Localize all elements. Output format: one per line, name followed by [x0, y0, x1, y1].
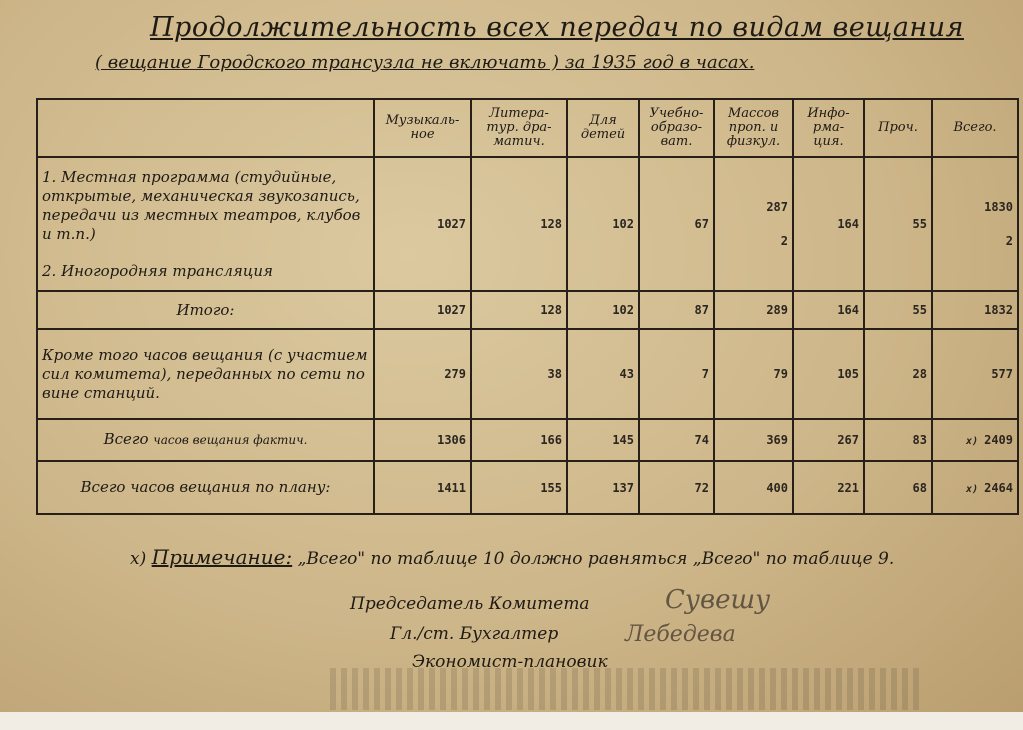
cell-plan-literary: 155 — [471, 461, 567, 514]
cell-itogo-other: 55 — [864, 291, 932, 329]
val: 55 — [912, 217, 927, 231]
cell-itogo-info: 164 — [793, 291, 864, 329]
cell-local-total — [932, 157, 1018, 291]
cell-plan-children: 137 — [567, 461, 639, 514]
cell-actual-info: 267 — [793, 419, 864, 461]
header-empty — [37, 99, 374, 157]
header-educational: Учебно-образо-ват. — [639, 99, 714, 157]
accountant-handwritten-signature: Лебедева — [625, 622, 736, 647]
row-label-local — [37, 157, 374, 291]
table-row-local — [37, 157, 1018, 291]
cell-itogo-literary: 128 — [471, 291, 567, 329]
extra-label: Кроме того часов вещания (с участием сил комитета), переданных по сети по вине станций. — [37, 329, 374, 419]
cell-extra-info: 105 — [793, 329, 864, 419]
val: 287 — [766, 200, 788, 214]
val2: 2 — [1005, 234, 1013, 248]
actual-label — [37, 419, 374, 461]
cell-local-mass — [714, 157, 793, 291]
cell-itogo-music: 1027 — [374, 291, 471, 329]
note-label: Примечание: — [151, 545, 293, 569]
cell-plan-total — [932, 461, 1018, 514]
cell-actual-total — [932, 419, 1018, 461]
header-info: Инфо-рма-ция. — [793, 99, 864, 157]
val: 164 — [837, 217, 859, 231]
val: 1830 — [984, 200, 1013, 214]
cell-local-info — [793, 157, 864, 291]
intercity-label: 2. Иногородняя трансляция — [42, 261, 273, 280]
val2: 2 — [780, 234, 788, 248]
cell-actual-literary: 166 — [471, 419, 567, 461]
cell-local-children — [567, 157, 639, 291]
broadcast-table — [36, 98, 1019, 515]
cell-plan-educational: 72 — [639, 461, 714, 514]
cell-extra-total: 577 — [932, 329, 1018, 419]
header-music: Музыкаль-ное — [374, 99, 471, 157]
cell-actual-educational: 74 — [639, 419, 714, 461]
plan-label: Всего часов вещания по плану: — [37, 461, 374, 514]
footnote-mark: x) — [966, 483, 979, 495]
faded-stamp — [330, 668, 920, 710]
cell-itogo-mass: 289 — [714, 291, 793, 329]
page-title: Продолжительность всех передач по видам вещания — [150, 12, 964, 43]
header-total: Всего. — [932, 99, 1018, 157]
note-text: „Всего" по таблице 10 должно равняться „Всего" по таблице 9. — [297, 549, 895, 569]
cell-itogo-educational: 87 — [639, 291, 714, 329]
cell-local-other — [864, 157, 932, 291]
cell-extra-children: 43 — [567, 329, 639, 419]
page-subtitle: ( вещание Городского трансузла не включать ) за 1935 год в часах. — [95, 52, 755, 73]
footnote-mark: x) — [966, 436, 979, 447]
cell-extra-literary: 38 — [471, 329, 567, 419]
itogo-label: Итого: — [37, 291, 374, 329]
cell-extra-educational: 7 — [639, 329, 714, 419]
cell-local-literary — [471, 157, 567, 291]
cell-local-educational — [639, 157, 714, 291]
val: 67 — [694, 217, 709, 231]
val: 1027 — [437, 217, 466, 231]
val: 102 — [612, 217, 634, 231]
table-row-plan — [37, 461, 1018, 514]
actual-label-rest: часов вещания фактич. — [153, 433, 308, 447]
actual-label-main: Всего — [103, 430, 149, 448]
cell-actual-music: 1306 — [374, 419, 471, 461]
cell-actual-other: 83 — [864, 419, 932, 461]
table-row-actual — [37, 419, 1018, 461]
val: 2464 — [984, 480, 1013, 495]
cell-local-music — [374, 157, 471, 291]
cell-itogo-total: 1832 — [932, 291, 1018, 329]
footnote — [130, 545, 894, 569]
accountant-signature-line: Гл./ст. Бухгалтер — [390, 624, 559, 644]
chair-signature-line: Председатель Комитета — [350, 594, 590, 614]
cell-actual-mass: 369 — [714, 419, 793, 461]
header-other: Проч. — [864, 99, 932, 157]
local-program-label: 1. Местная программа (студийные, открытые, механическая звукозапись, передачи из местных театров, клубов и т.п.) — [42, 167, 361, 243]
header-literary: Литера-тур. дра-матич. — [471, 99, 567, 157]
header-mass: Массов проп. и физкул. — [714, 99, 793, 157]
cell-plan-mass: 400 — [714, 461, 793, 514]
scan-edge — [0, 712, 1023, 730]
val: 2409 — [984, 433, 1013, 447]
header-row — [37, 99, 1018, 157]
cell-extra-other: 28 — [864, 329, 932, 419]
cell-plan-info: 221 — [793, 461, 864, 514]
table-row-extra — [37, 329, 1018, 419]
chair-handwritten-signature: Сувешу — [665, 585, 771, 615]
header-children: Для детей — [567, 99, 639, 157]
economist-signature-line: Экономист-плановик — [412, 652, 608, 672]
cell-plan-music: 1411 — [374, 461, 471, 514]
cell-plan-other: 68 — [864, 461, 932, 514]
cell-itogo-children: 102 — [567, 291, 639, 329]
note-mark: x) — [130, 549, 147, 569]
table-row-itogo — [37, 291, 1018, 329]
val: 128 — [540, 217, 562, 231]
cell-extra-music: 279 — [374, 329, 471, 419]
cell-actual-children: 145 — [567, 419, 639, 461]
cell-extra-mass: 79 — [714, 329, 793, 419]
